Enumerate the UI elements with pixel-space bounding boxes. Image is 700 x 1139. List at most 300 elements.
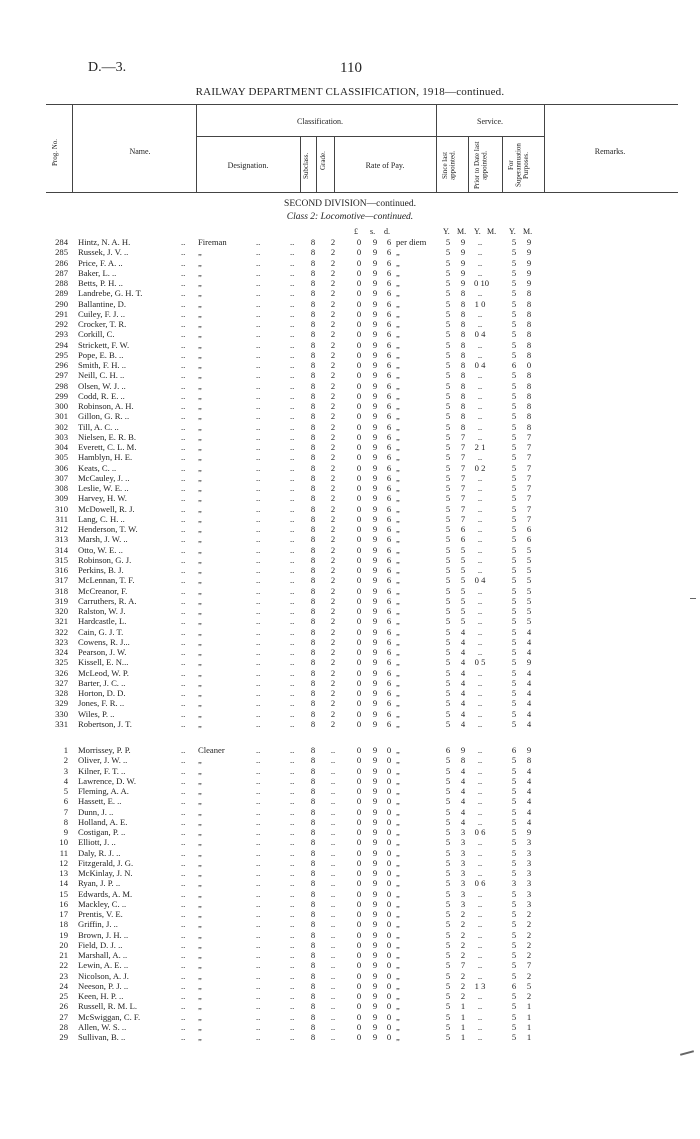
pay-pence: 0 xyxy=(386,1001,392,1012)
pay-shillings: 9 xyxy=(372,544,378,555)
since-years: 5 xyxy=(445,462,451,473)
grade: .. xyxy=(330,837,336,848)
leader-dots: .. xyxy=(256,1011,261,1022)
leader-dots: .. xyxy=(181,857,186,868)
super-months: 4 xyxy=(526,775,532,786)
super-years: 5 xyxy=(511,524,517,534)
staff-name: Till, A. C. .. xyxy=(78,421,119,432)
pay-shillings: 9 xyxy=(372,483,378,493)
since-months: 8 xyxy=(460,329,466,340)
table-row xyxy=(0,247,700,257)
pay-shillings: 9 xyxy=(372,421,378,432)
table-row xyxy=(0,971,700,981)
leader-dots: .. xyxy=(256,657,261,668)
super-years: 5 xyxy=(511,483,517,493)
super-months: 4 xyxy=(526,667,532,678)
leader-dots: .. xyxy=(256,991,261,1001)
table-row xyxy=(0,483,700,493)
grade: .. xyxy=(330,878,336,889)
table-row xyxy=(0,627,700,637)
since-years: 5 xyxy=(445,898,451,909)
leader-dots: .. xyxy=(290,493,295,504)
leader-dots: .. xyxy=(256,442,261,452)
staff-name: Baker, L. .. xyxy=(78,267,117,278)
super-years: 5 xyxy=(511,308,517,319)
leader-dots: .. xyxy=(181,837,186,848)
staff-name: Henderson, T. W. xyxy=(78,524,138,534)
subclass: 8 xyxy=(310,503,316,514)
since-years: 5 xyxy=(445,636,451,647)
grade: 2 xyxy=(330,298,336,309)
pay-note: „ xyxy=(396,775,400,786)
leader-dots: .. xyxy=(181,647,186,657)
table-row xyxy=(0,545,700,555)
leader-dots: .. xyxy=(256,401,261,411)
leader-dots: .. xyxy=(290,970,295,981)
prog-no: 296 xyxy=(55,360,68,370)
prior-service: .. xyxy=(477,513,483,524)
super-years: 5 xyxy=(511,970,517,981)
staff-name: Otto, W. E. .. xyxy=(78,544,123,555)
staff-name: Cain, G. J. T. xyxy=(78,626,124,637)
pay-shillings: 9 xyxy=(372,606,378,616)
pay-pence: 0 xyxy=(386,909,392,919)
leader-dots: .. xyxy=(256,257,261,268)
since-months: 5 xyxy=(460,575,466,586)
leader-dots: .. xyxy=(181,257,186,268)
prior-service: .. xyxy=(477,247,483,258)
leader-dots: .. xyxy=(256,745,261,755)
leader-dots: .. xyxy=(290,380,295,391)
super-years: 5 xyxy=(511,380,517,391)
subclass: 8 xyxy=(310,980,316,991)
pay-shillings: 9 xyxy=(372,360,378,370)
pay-shillings: 9 xyxy=(372,349,378,360)
super-months: 4 xyxy=(526,677,532,688)
prior-service: .. xyxy=(477,919,483,930)
service-header: Service. xyxy=(477,117,503,126)
leader-dots: .. xyxy=(181,991,186,1001)
pay-pence: 6 xyxy=(386,247,392,258)
pay-note: per diem xyxy=(396,237,427,247)
pay-shillings: 9 xyxy=(372,837,378,848)
grade: 2 xyxy=(330,278,336,288)
super-years: 5 xyxy=(511,565,517,575)
leader-dots: .. xyxy=(256,950,261,960)
super-months: 5 xyxy=(526,554,532,565)
leader-dots: .. xyxy=(256,329,261,340)
designation: „ xyxy=(198,524,202,534)
super-months: 6 xyxy=(526,534,532,545)
pay-pence: 6 xyxy=(386,237,392,247)
since-years: 5 xyxy=(445,278,451,288)
unit-shillings: s. xyxy=(370,227,376,236)
leader-dots: .. xyxy=(181,775,186,786)
super-years: 5 xyxy=(511,775,517,786)
pay-note: „ xyxy=(396,554,400,565)
leader-dots: .. xyxy=(181,677,186,688)
staff-name: Ballantine, D. xyxy=(78,298,126,309)
since-months: 4 xyxy=(460,698,466,709)
designation: „ xyxy=(198,554,202,565)
since-years: 5 xyxy=(445,319,451,329)
designation: „ xyxy=(198,980,202,991)
grade: 2 xyxy=(330,452,336,463)
super-years: 5 xyxy=(511,991,517,1001)
division-heading: SECOND DIVISION—continued. xyxy=(284,199,416,209)
pay-pounds: 0 xyxy=(356,919,362,930)
since-months: 4 xyxy=(460,636,466,647)
grade: .. xyxy=(330,827,336,837)
pay-note: „ xyxy=(396,980,400,991)
staff-name: Neill, C. H. .. xyxy=(78,370,125,381)
staff-name: Codd, R. E. .. xyxy=(78,390,125,401)
leader-dots: .. xyxy=(256,647,261,657)
grade: .. xyxy=(330,868,336,878)
grade: 2 xyxy=(330,677,336,688)
prog-no: 323 xyxy=(55,636,68,647)
subclass: 8 xyxy=(310,575,316,586)
prog-no: 312 xyxy=(55,524,68,534)
super-years: 5 xyxy=(511,247,517,258)
pay-note: „ xyxy=(396,493,400,504)
super-months: 4 xyxy=(526,816,532,827)
since-years: 5 xyxy=(445,544,451,555)
designation: „ xyxy=(198,626,202,637)
prior-service: .. xyxy=(477,483,483,493)
since-years: 5 xyxy=(445,909,451,919)
prior-service: 0 6 xyxy=(474,827,486,837)
leader-dots: .. xyxy=(181,585,186,596)
leader-dots: .. xyxy=(181,595,186,606)
pay-pounds: 0 xyxy=(356,237,362,247)
pay-pounds: 0 xyxy=(356,319,362,329)
subclass: 8 xyxy=(310,636,316,647)
subclass: 8 xyxy=(310,462,316,473)
prog-no: 6 xyxy=(63,796,68,807)
pay-pounds: 0 xyxy=(356,1011,362,1022)
prior-service: .. xyxy=(477,708,483,719)
pay-pence: 0 xyxy=(386,929,392,940)
pay-shillings: 9 xyxy=(372,237,378,247)
leader-dots: .. xyxy=(290,698,295,709)
since-last-header: Since last appointed. xyxy=(441,150,457,180)
super-years: 5 xyxy=(511,1021,517,1032)
super-years: 5 xyxy=(511,647,517,657)
table-row xyxy=(0,463,700,473)
staff-name: Perkins, B. J. xyxy=(78,565,124,575)
leader-dots: .. xyxy=(256,878,261,889)
prog-no: 304 xyxy=(55,442,68,452)
staff-name: Daly, R. J. .. xyxy=(78,847,121,858)
super-months: 8 xyxy=(526,370,532,381)
leader-dots: .. xyxy=(256,503,261,514)
super-months: 9 xyxy=(526,278,532,288)
staff-name: McCreanor, F. xyxy=(78,585,128,596)
unit-years: Y. xyxy=(443,227,450,236)
pay-note: „ xyxy=(396,909,400,919)
leader-dots: .. xyxy=(256,806,261,817)
leader-dots: .. xyxy=(181,513,186,524)
subclass: 8 xyxy=(310,796,316,807)
super-years: 5 xyxy=(511,827,517,837)
pay-shillings: 9 xyxy=(372,267,378,278)
super-months: 7 xyxy=(526,483,532,493)
leader-dots: .. xyxy=(290,431,295,442)
since-years: 5 xyxy=(445,329,451,340)
prior-service: .. xyxy=(477,755,483,766)
since-years: 5 xyxy=(445,868,451,878)
leader-dots: .. xyxy=(181,816,186,827)
staff-name: McDowell, R. J. xyxy=(78,503,135,514)
pay-shillings: 9 xyxy=(372,616,378,627)
since-months: 2 xyxy=(460,950,466,960)
table-row xyxy=(0,350,700,360)
super-years: 5 xyxy=(511,329,517,340)
leader-dots: .. xyxy=(256,247,261,258)
super-months: 2 xyxy=(526,909,532,919)
pay-pence: 6 xyxy=(386,278,392,288)
subclass: 8 xyxy=(310,775,316,786)
pay-pounds: 0 xyxy=(356,667,362,678)
pay-shillings: 9 xyxy=(372,657,378,668)
subclass: 8 xyxy=(310,745,316,755)
super-years: 5 xyxy=(511,688,517,698)
staff-name: Morrissey, P. P. xyxy=(78,745,131,755)
table-row xyxy=(0,858,700,868)
since-years: 5 xyxy=(445,980,451,991)
since-years: 5 xyxy=(445,524,451,534)
leader-dots: .. xyxy=(290,636,295,647)
designation: „ xyxy=(198,636,202,647)
since-months: 2 xyxy=(460,980,466,991)
staff-name: Cowens, R. J... xyxy=(78,636,130,647)
pay-note: „ xyxy=(396,319,400,329)
staff-name: McKinlay, J. N. xyxy=(78,868,133,878)
super-months: 2 xyxy=(526,919,532,930)
pay-note: „ xyxy=(396,636,400,647)
since-months: 7 xyxy=(460,513,466,524)
designation: „ xyxy=(198,698,202,709)
pay-pence: 6 xyxy=(386,288,392,299)
leader-dots: .. xyxy=(290,775,295,786)
since-years: 5 xyxy=(445,565,451,575)
pay-shillings: 9 xyxy=(372,308,378,319)
super-years: 5 xyxy=(511,585,517,596)
pay-shillings: 9 xyxy=(372,554,378,565)
table-row xyxy=(0,709,700,719)
table-row xyxy=(0,524,700,534)
super-years: 5 xyxy=(511,595,517,606)
name-header: Name. xyxy=(129,147,151,156)
prog-no: 14 xyxy=(59,878,68,889)
since-months: 9 xyxy=(460,267,466,278)
pay-note: „ xyxy=(396,816,400,827)
grade: 2 xyxy=(330,698,336,709)
super-years: 5 xyxy=(511,431,517,442)
pay-shillings: 9 xyxy=(372,698,378,709)
table-row xyxy=(0,534,700,544)
prior-service: .. xyxy=(477,857,483,868)
prog-no: 12 xyxy=(59,857,68,868)
subclass: 8 xyxy=(310,950,316,960)
subclass: 8 xyxy=(310,688,316,698)
since-months: 1 xyxy=(460,1032,466,1042)
table-row xyxy=(0,432,700,442)
subclass: 8 xyxy=(310,278,316,288)
pay-pounds: 0 xyxy=(356,267,362,278)
pay-shillings: 9 xyxy=(372,667,378,678)
prog-no: 3 xyxy=(63,765,68,776)
pay-pounds: 0 xyxy=(356,847,362,858)
subclass: 8 xyxy=(310,816,316,827)
designation: „ xyxy=(198,380,202,391)
prior-header: Prior to Date last appointed. xyxy=(473,141,489,189)
subclass: 8 xyxy=(310,401,316,411)
designation: „ xyxy=(198,708,202,719)
super-years: 5 xyxy=(511,298,517,309)
pay-note: „ xyxy=(396,647,400,657)
since-years: 5 xyxy=(445,595,451,606)
super-years: 5 xyxy=(511,667,517,678)
super-years: 5 xyxy=(511,513,517,524)
pay-note: „ xyxy=(396,565,400,575)
subclass: 8 xyxy=(310,319,316,329)
pay-note: „ xyxy=(396,1011,400,1022)
designation: „ xyxy=(198,462,202,473)
pay-shillings: 9 xyxy=(372,909,378,919)
super-years: 5 xyxy=(511,267,517,278)
designation: „ xyxy=(198,585,202,596)
since-months: 3 xyxy=(460,898,466,909)
subclass: 8 xyxy=(310,786,316,796)
prior-service: .. xyxy=(477,401,483,411)
leader-dots: .. xyxy=(181,288,186,299)
leader-dots: .. xyxy=(181,745,186,755)
subclass: 8 xyxy=(310,606,316,616)
grade: 2 xyxy=(330,390,336,401)
leader-dots: .. xyxy=(181,626,186,637)
prior-service: .. xyxy=(477,677,483,688)
table-row xyxy=(0,565,700,575)
leader-dots: .. xyxy=(290,616,295,627)
pay-note: „ xyxy=(396,472,400,483)
leader-dots: .. xyxy=(181,308,186,319)
staff-name: Sullivan, B. .. xyxy=(78,1032,126,1042)
leader-dots: .. xyxy=(256,898,261,909)
pay-shillings: 9 xyxy=(372,827,378,837)
leader-dots: .. xyxy=(256,370,261,381)
since-months: 2 xyxy=(460,970,466,981)
pay-shillings: 9 xyxy=(372,585,378,596)
super-months: 5 xyxy=(526,575,532,586)
since-years: 5 xyxy=(445,960,451,971)
leader-dots: .. xyxy=(256,575,261,586)
prog-no: 25 xyxy=(59,991,68,1001)
since-years: 5 xyxy=(445,503,451,514)
subclass: 8 xyxy=(310,698,316,709)
pay-note: „ xyxy=(396,708,400,719)
designation: „ xyxy=(198,786,202,796)
pay-shillings: 9 xyxy=(372,472,378,483)
pay-pounds: 0 xyxy=(356,878,362,889)
subclass: 8 xyxy=(310,718,316,729)
since-years: 5 xyxy=(445,575,451,586)
leader-dots: .. xyxy=(290,667,295,678)
pay-shillings: 9 xyxy=(372,898,378,909)
pay-note: „ xyxy=(396,380,400,391)
subclass: 8 xyxy=(310,380,316,391)
leader-dots: .. xyxy=(181,278,186,288)
grade: 2 xyxy=(330,503,336,514)
since-years: 5 xyxy=(445,257,451,268)
table-row xyxy=(0,678,700,688)
super-years: 5 xyxy=(511,816,517,827)
super-months: 9 xyxy=(526,827,532,837)
table-row xyxy=(0,868,700,878)
staff-name: Smith, F. H. .. xyxy=(78,360,127,370)
since-months: 8 xyxy=(460,349,466,360)
subclass: 8 xyxy=(310,909,316,919)
pay-pounds: 0 xyxy=(356,1001,362,1012)
leader-dots: .. xyxy=(290,606,295,616)
unit-months: M. xyxy=(523,227,533,236)
subclass: 8 xyxy=(310,308,316,319)
designation: „ xyxy=(198,765,202,776)
prior-service: 1 3 xyxy=(474,980,486,991)
pay-pounds: 0 xyxy=(356,786,362,796)
prior-service: .. xyxy=(477,1011,483,1022)
pay-pence: 0 xyxy=(386,888,392,899)
leader-dots: .. xyxy=(256,929,261,940)
super-years: 5 xyxy=(511,950,517,960)
super-years: 5 xyxy=(511,370,517,381)
grade: 2 xyxy=(330,606,336,616)
grade: 2 xyxy=(330,288,336,299)
super-years: 5 xyxy=(511,708,517,719)
pay-note: „ xyxy=(396,970,400,981)
super-years: 5 xyxy=(511,278,517,288)
pay-note: „ xyxy=(396,667,400,678)
staff-name: Horton, D. D. xyxy=(78,688,126,698)
super-years: 5 xyxy=(511,677,517,688)
table-row xyxy=(0,837,700,847)
pay-pounds: 0 xyxy=(356,462,362,473)
pay-pence: 6 xyxy=(386,626,392,637)
leader-dots: .. xyxy=(181,806,186,817)
pay-pounds: 0 xyxy=(356,775,362,786)
pay-shillings: 9 xyxy=(372,626,378,637)
since-months: 9 xyxy=(460,237,466,247)
pay-pounds: 0 xyxy=(356,796,362,807)
pay-pounds: 0 xyxy=(356,980,362,991)
designation: „ xyxy=(198,565,202,575)
prog-no: 325 xyxy=(55,657,68,668)
since-years: 5 xyxy=(445,939,451,950)
grade: 2 xyxy=(330,267,336,278)
leader-dots: .. xyxy=(181,970,186,981)
super-years: 5 xyxy=(511,837,517,848)
grade: .. xyxy=(330,888,336,899)
designation: „ xyxy=(198,1032,202,1042)
leader-dots: .. xyxy=(181,298,186,309)
pay-pounds: 0 xyxy=(356,950,362,960)
leader-dots: .. xyxy=(181,452,186,463)
designation: „ xyxy=(198,970,202,981)
super-months: 8 xyxy=(526,755,532,766)
pay-note: „ xyxy=(396,857,400,868)
pay-note: „ xyxy=(396,298,400,309)
